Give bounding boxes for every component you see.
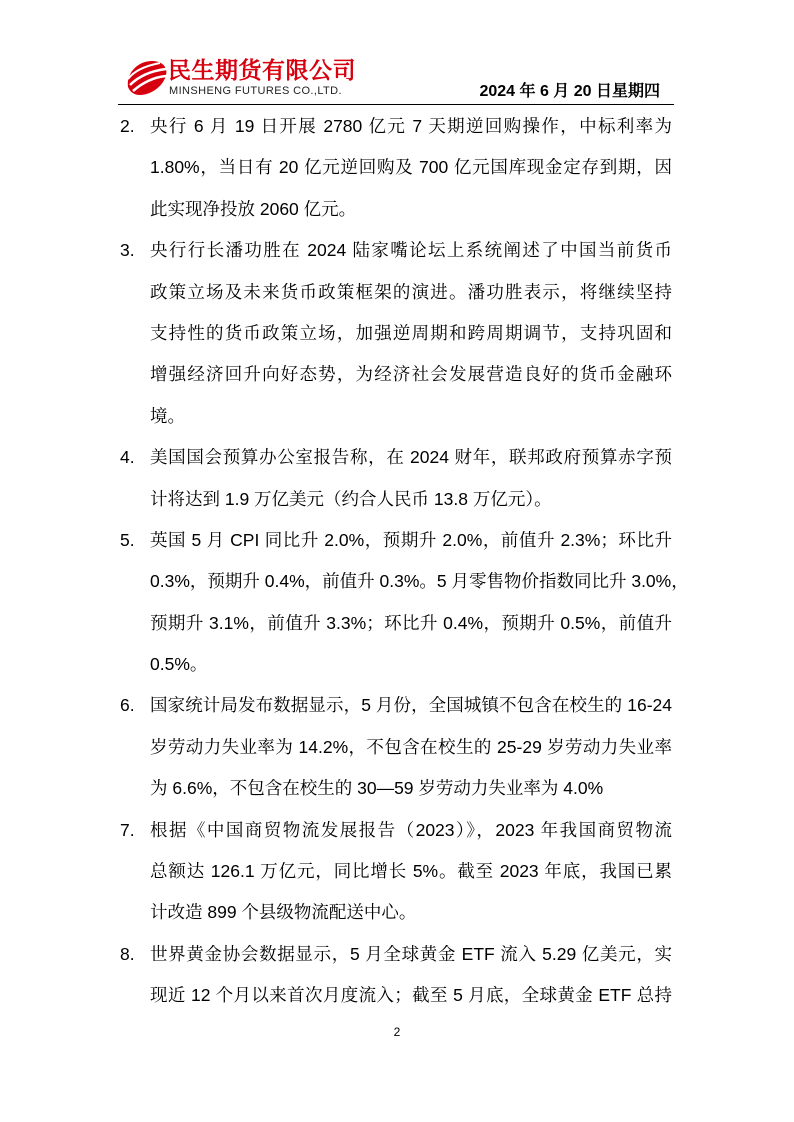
- header-divider: [118, 104, 674, 105]
- item-line: 政策立场及未来货币政策框架的演进。潘功胜表示，将继续坚持: [150, 281, 672, 302]
- company-name-cn: 民生期货有限公司: [168, 57, 356, 83]
- item-line: 预期升 3.1%，前值升 3.3%；环比升 0.4%，预期升 0.5%，前值升: [150, 612, 672, 633]
- item-line: 1.80%，当日有 20 亿元逆回购及 700 亿元国库现金定存到期，因: [150, 157, 672, 178]
- item-line: 根据《中国商贸物流发展报告（2023）》，2023 年我国商贸物流: [150, 819, 672, 840]
- item-line: 此实现净投放 2060 亿元。: [150, 198, 357, 219]
- item-text: [150, 230, 672, 437]
- list-item: [120, 230, 672, 437]
- item-line: 计改造 899 个县级物流配送中心。: [150, 902, 417, 923]
- item-number: 8.: [120, 943, 135, 964]
- minsheng-logo-icon: [124, 57, 168, 99]
- list-item: [120, 437, 672, 520]
- item-text: [150, 685, 672, 809]
- item-line: 为 6.6%，不包含在校生的 30—59 岁劳动力失业率为 4.0%: [150, 778, 604, 799]
- list-item: [120, 810, 672, 934]
- item-line: 计将达到 1.9 万亿美元（约合人民币 13.8 万亿元）。: [150, 488, 552, 509]
- item-line: 岁劳动力失业率为 14.2%，不包含在校生的 25-29 岁劳动力失业率: [150, 736, 672, 757]
- item-line: 总额达 126.1 万亿元，同比增长 5%。截至 2023 年底，我国已累: [150, 861, 672, 882]
- list-item: [120, 685, 672, 809]
- list-item: [120, 934, 672, 1017]
- item-line: 支持性的货币政策立场，加强逆周期和跨周期调节，支持巩固和: [150, 322, 672, 343]
- item-number: 4.: [120, 447, 135, 468]
- item-text: [150, 437, 672, 520]
- list-item: [120, 520, 689, 686]
- item-line: 境。: [150, 405, 185, 426]
- item-text: [150, 934, 672, 1017]
- item-line: 0.3%，预期升 0.4%，前值升 0.3%。5 月零售物价指数同比升 3.0%，: [150, 571, 689, 592]
- company-name-en: MINSHENG FUTURES CO.,LTD.: [169, 85, 342, 97]
- item-number: 3.: [120, 240, 135, 261]
- item-line: 增强经济回升向好态势，为经济社会发展营造良好的货币金融环: [150, 364, 672, 385]
- item-number: 6.: [120, 695, 135, 716]
- item-line: 英国 5 月 CPI 同比升 2.0%，预期升 2.0%，前值升 2.3%；环比升: [150, 529, 672, 550]
- item-line: 现近 12 个月以来首次月度流入；截至 5 月底，全球黄金 ETF 总持: [150, 985, 672, 1006]
- page-number: 2: [393, 1025, 401, 1039]
- item-number: 2.: [120, 116, 135, 136]
- report-date: 2024 年 6 月 20 日星期四: [479, 83, 660, 100]
- item-text: [150, 520, 689, 686]
- item-number: 5.: [120, 529, 135, 550]
- item-line: 世界黄金协会数据显示，5 月全球黄金 ETF 流入 5.29 亿美元，实: [150, 943, 672, 964]
- item-line: 国家统计局发布数据显示，5 月份，全国城镇不包含在校生的 16-24: [150, 695, 672, 716]
- item-number: 7.: [120, 819, 135, 840]
- item-text: [150, 810, 672, 934]
- item-line: 0.5%。: [150, 654, 208, 675]
- item-line: 央行行长潘功胜在 2024 陆家嘴论坛上系统阐述了中国当前货币: [150, 240, 672, 261]
- item-text: [150, 106, 672, 230]
- item-line: 美国国会预算办公室报告称，在 2024 财年，联邦政府预算赤字预: [150, 447, 672, 468]
- list-item: [120, 106, 672, 230]
- news-list: [120, 106, 689, 1017]
- item-line: 央行 6 月 19 日开展 2780 亿元 7 天期逆回购操作，中标利率为: [150, 116, 672, 136]
